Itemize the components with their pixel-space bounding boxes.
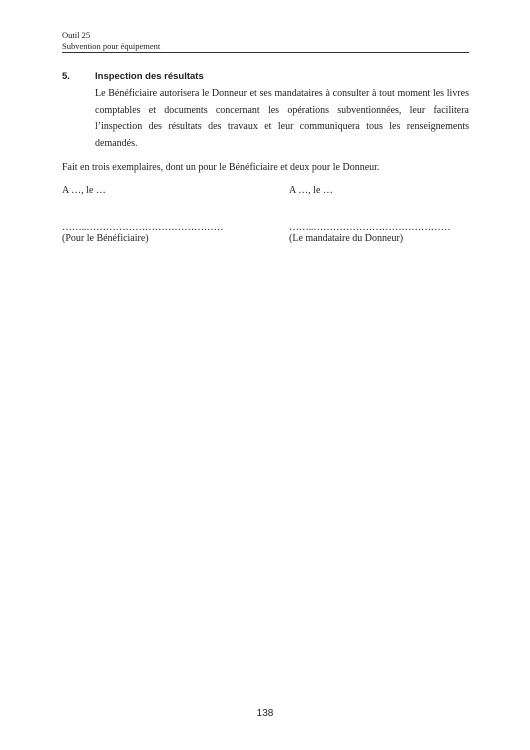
signer-label: (Le mandataire du Donneur) bbox=[289, 233, 404, 244]
section-heading bbox=[62, 71, 469, 83]
signature-block-beneficiary bbox=[62, 185, 262, 245]
place-date-line: A …, le … bbox=[62, 185, 106, 196]
place-date-line: A …, le … bbox=[289, 185, 333, 196]
section-number: 5. bbox=[62, 71, 70, 82]
closing-statement: Fait en trois exemplaires, dont un pour le Bénéficiaire et deux pour le Donneur. bbox=[62, 162, 380, 173]
section-title: Inspection des résultats bbox=[95, 71, 204, 82]
page-number: 138 bbox=[256, 708, 274, 719]
section-body-text: Le Bénéficiaire autorisera le Donneur et ses mandataires à consulter à tout moment les livres comptables et documents concernant les opérations subventionnées, leur facilitera l’inspection des résultats des travaux et leur communiquera tous les renseignements demandés. bbox=[95, 88, 469, 149]
section-inspection bbox=[62, 71, 469, 152]
header-tool-number: Outil 25 bbox=[62, 30, 91, 40]
signature-line: ……..…………………………………… bbox=[289, 223, 451, 233]
signature-line: ……..…………………………………… bbox=[62, 223, 224, 233]
header-tool-title: Subvention pour équipement bbox=[62, 40, 161, 51]
signer-label: (Pour le Bénéficiaire) bbox=[62, 233, 149, 244]
signature-block-donor bbox=[289, 185, 489, 245]
running-header bbox=[62, 30, 469, 53]
